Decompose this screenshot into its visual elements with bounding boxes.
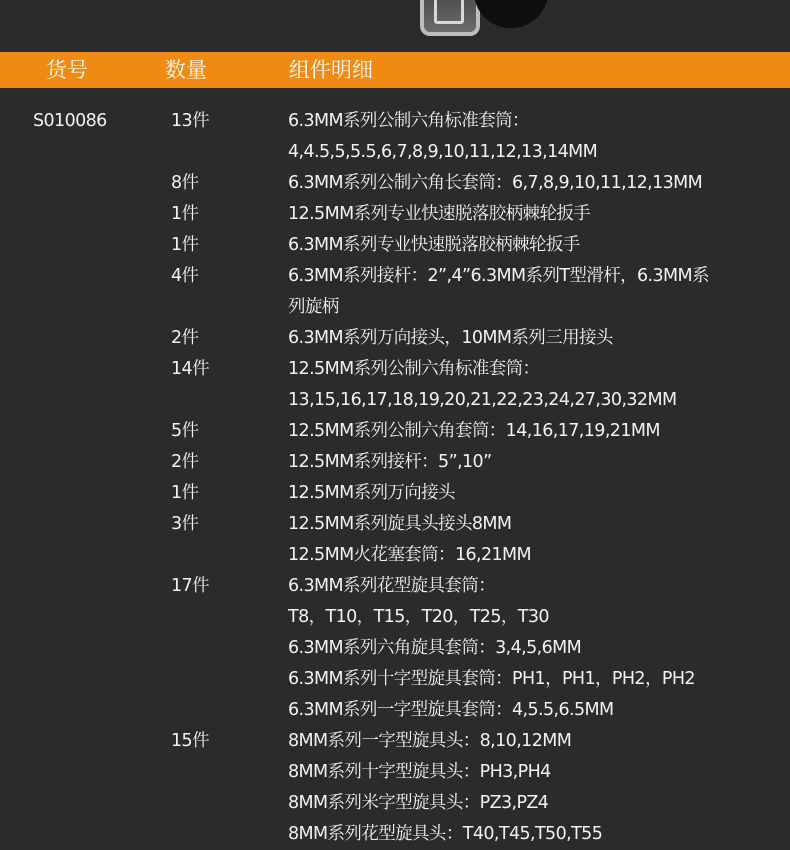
row-detail: 12.5MM系列公制六角标准套筒： <box>288 359 540 379</box>
row-qty: 5件 <box>171 421 199 441</box>
ratchet-handle-image <box>474 0 548 28</box>
table-row <box>0 261 790 292</box>
table-row <box>0 540 790 571</box>
row-qty: 14件 <box>171 359 209 379</box>
row-detail: 12.5MM系列专业快速脱落胶柄棘轮扳手 <box>288 204 591 224</box>
row-qty: 1件 <box>171 204 199 224</box>
row-qty: 8件 <box>171 173 199 193</box>
row-detail: 4,4.5,5,5.5,6,7,8,9,10,11,12,13,14MM <box>288 142 598 162</box>
table-row <box>0 664 790 695</box>
row-detail: 6.3MM系列公制六角标准套筒： <box>288 111 529 131</box>
row-qty: 15件 <box>171 731 209 751</box>
table-row <box>0 602 790 633</box>
table-row <box>0 571 790 602</box>
row-detail: 13,15,16,17,18,19,20,21,22,23,24,27,30,32MM <box>288 390 677 410</box>
row-detail: 12.5MM系列万向接头 <box>288 483 455 503</box>
row-qty: 1件 <box>171 235 199 255</box>
ratchet-head-image <box>420 0 480 36</box>
table-row <box>0 416 790 447</box>
table-row <box>0 168 790 199</box>
table-row <box>0 695 790 726</box>
table-row <box>0 385 790 416</box>
row-qty: 4件 <box>171 266 199 286</box>
header-detail: 组件明细 <box>289 58 373 82</box>
row-detail: 6.3MM系列公制六角长套筒：6,7,8,9,10,11,12,13MM <box>288 173 703 193</box>
row-qty: 2件 <box>171 328 199 348</box>
table-row <box>0 292 790 323</box>
row-detail: 6.3MM系列十字型旋具套筒：PH1，PH1，PH2，PH2 <box>288 669 695 689</box>
row-qty: 13件 <box>171 111 209 131</box>
row-qty: 17件 <box>171 576 209 596</box>
row-detail: 12.5MM火花塞套筒：16,21MM <box>288 545 532 565</box>
row-detail: 6.3MM系列六角旋具套筒：3,4,5,6MM <box>288 638 582 658</box>
table-row <box>0 447 790 478</box>
table-row <box>0 478 790 509</box>
table-row <box>0 230 790 261</box>
row-detail: 8MM系列米字型旋具头：PZ3,PZ4 <box>288 793 549 813</box>
table-row <box>0 788 790 819</box>
table-row <box>0 633 790 664</box>
row-detail: T8，T10，T15，T20，T25，T30 <box>288 607 549 627</box>
table-row <box>0 354 790 385</box>
row-detail: 6.3MM系列专业快速脱落胶柄棘轮扳手 <box>288 235 580 255</box>
row-qty: 1件 <box>171 483 199 503</box>
table-row <box>0 199 790 230</box>
row-detail: 6.3MM系列花型旋具套筒： <box>288 576 496 596</box>
row-detail: 12.5MM系列接杆：5”,10” <box>288 452 492 472</box>
row-qty: 3件 <box>171 514 199 534</box>
row-detail: 6.3MM系列一字型旋具套筒：4,5.5,6.5MM <box>288 700 614 720</box>
header-code: 货号 <box>46 58 88 82</box>
row-qty: 2件 <box>171 452 199 472</box>
row-detail: 6.3MM系列接杆：2”,4”6.3MM系列T型滑杆，6.3MM系 <box>288 266 709 286</box>
table-row <box>0 726 790 757</box>
table-row <box>0 819 790 850</box>
table-row <box>0 106 790 137</box>
row-code: S010086 <box>33 111 107 131</box>
component-table <box>0 106 790 850</box>
table-header <box>0 52 790 88</box>
header-qty: 数量 <box>165 58 207 82</box>
row-detail: 8MM系列花型旋具头：T40,T45,T50,T55 <box>288 824 603 844</box>
product-image-strip <box>0 0 790 52</box>
table-row <box>0 509 790 540</box>
row-detail: 6.3MM系列万向接头，10MM系列三用接头 <box>288 328 613 348</box>
row-detail: 12.5MM系列旋具头接头8MM <box>288 514 512 534</box>
row-detail: 列旋柄 <box>288 297 339 317</box>
row-detail: 8MM系列十字型旋具头：PH3,PH4 <box>288 762 551 782</box>
table-row <box>0 757 790 788</box>
row-detail: 8MM系列一字型旋具头：8,10,12MM <box>288 731 572 751</box>
row-detail: 12.5MM系列公制六角套筒：14,16,17,19,21MM <box>288 421 660 441</box>
table-row <box>0 137 790 168</box>
table-row <box>0 323 790 354</box>
